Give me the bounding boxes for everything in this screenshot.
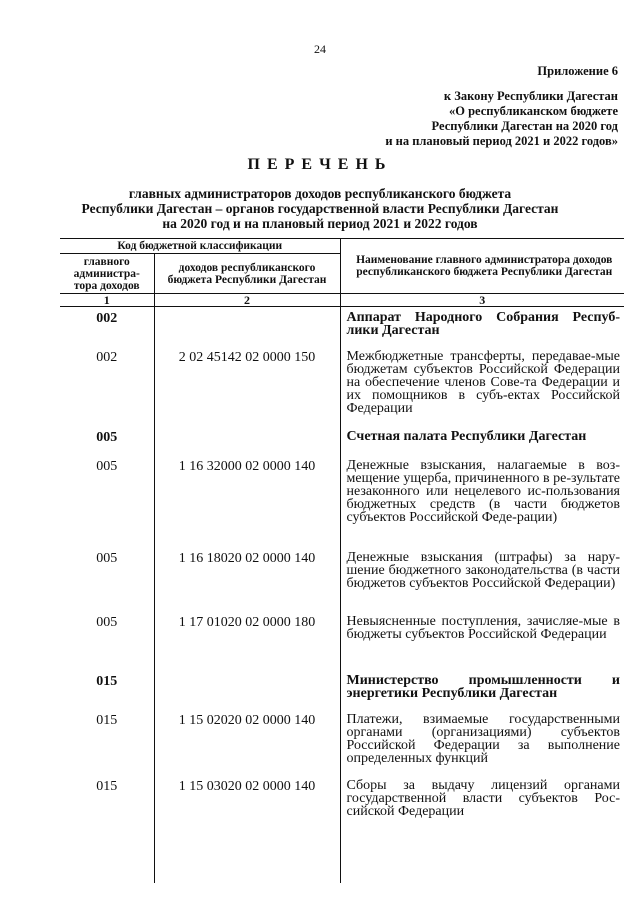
admin-code: 002 <box>96 311 118 326</box>
subtitle-line: главных администраторов доходов республиканского бюджета <box>128 186 512 201</box>
admin-code: 002 <box>96 349 118 365</box>
document-subtitle <box>0 186 640 231</box>
appendix-title: Приложение 6 <box>537 64 618 78</box>
table-row <box>60 307 624 346</box>
table-row <box>60 670 624 709</box>
header-col2: доходов республиканского бюджета Республики Дагестан <box>154 254 340 294</box>
administrator-name: Министерство промышленности и энергетики Республики Дагестан <box>346 672 620 701</box>
administrator-name: Денежные взыскания, налагаемые в воз-мещение ущерба, причиненного в ре-зультате незаконного или нецелевого ис-пользования бюджетных средств (в части бюджетов субъектов Российской Феде-рации) <box>346 457 620 525</box>
admin-code: 015 <box>96 712 118 728</box>
table-row <box>60 775 624 883</box>
revenue-code: 2 02 45142 02 0000 150 <box>154 346 340 426</box>
table-row <box>60 547 624 611</box>
header-num3: 3 <box>340 294 624 307</box>
table-row <box>60 709 624 775</box>
table-row <box>60 426 624 455</box>
revenue-code <box>154 670 340 709</box>
administrator-name: Сборы за выдачу лицензий органами государственной власти субъектов Рос-сийской Федерации <box>346 777 620 819</box>
administrator-name: Счетная палата Республики Дагестан <box>346 428 587 444</box>
administrator-name: Невыясненные поступления, зачисляе-мые в бюджеты субъектов Российской Федерации <box>346 613 620 642</box>
administrator-name: Аппарат Народного Собрания Респуб-лики Дагестан <box>346 310 620 338</box>
revenue-code <box>154 307 340 346</box>
appendix-line: Республики Дагестан на 2020 год <box>431 119 618 133</box>
revenue-code: 1 15 03020 02 0000 140 <box>154 775 340 883</box>
header-col3: Наименование главного администратора доходов республиканского бюджета Республики Дагестан <box>340 239 624 294</box>
table-row <box>60 455 624 547</box>
admin-code: 005 <box>96 429 118 445</box>
appendix-block <box>385 64 618 149</box>
header-classification-group: Код бюджетной классификации <box>60 239 340 254</box>
revenue-code <box>154 426 340 455</box>
administrator-name: Межбюджетные трансферты, передавае-мые бюджетам субъектов Российской Федерации на обеспечение членов Сове-та Федерации и их помощников в субъ-ектах Российской Федерации <box>346 348 620 416</box>
admin-code: 005 <box>96 458 118 474</box>
admin-code: 005 <box>96 550 118 566</box>
appendix-line: и на плановый период 2021 и 2022 годов» <box>385 134 618 148</box>
header-num1: 1 <box>60 294 154 307</box>
revenue-code: 1 17 01020 02 0000 180 <box>154 611 340 670</box>
admin-code: 015 <box>96 673 118 689</box>
admin-code: 005 <box>96 614 118 630</box>
revenue-code: 1 16 18020 02 0000 140 <box>154 547 340 611</box>
table-row <box>60 346 624 426</box>
revenue-code: 1 15 02020 02 0000 140 <box>154 709 340 775</box>
document-title: ПЕРЕЧЕНЬ <box>247 156 393 173</box>
admin-code: 015 <box>96 778 118 794</box>
subtitle-line: Республики Дагестан – органов государственной власти Республики Дагестан <box>81 201 559 216</box>
budget-table <box>60 238 624 883</box>
administrator-name: Денежные взыскания (штрафы) за нару-шение бюджетного законодательства (в части бюджетов субъектов Российской Федерации) <box>346 549 620 591</box>
subtitle-line: на 2020 год и на плановый период 2021 и 2022 годов <box>162 216 478 231</box>
administrator-name: Платежи, взимаемые государственными органами (организациями) субъектов Российской Федерации за выполнение определенных функций <box>346 711 620 766</box>
revenue-code: 1 16 32000 02 0000 140 <box>154 455 340 547</box>
header-num2: 2 <box>154 294 340 307</box>
page-number: 24 <box>314 42 326 56</box>
table-row <box>60 611 624 670</box>
appendix-line: «О республиканском бюджете <box>449 104 618 118</box>
appendix-line: к Закону Республики Дагестан <box>443 89 618 103</box>
header-col1: главного администра-тора доходов <box>60 254 154 294</box>
